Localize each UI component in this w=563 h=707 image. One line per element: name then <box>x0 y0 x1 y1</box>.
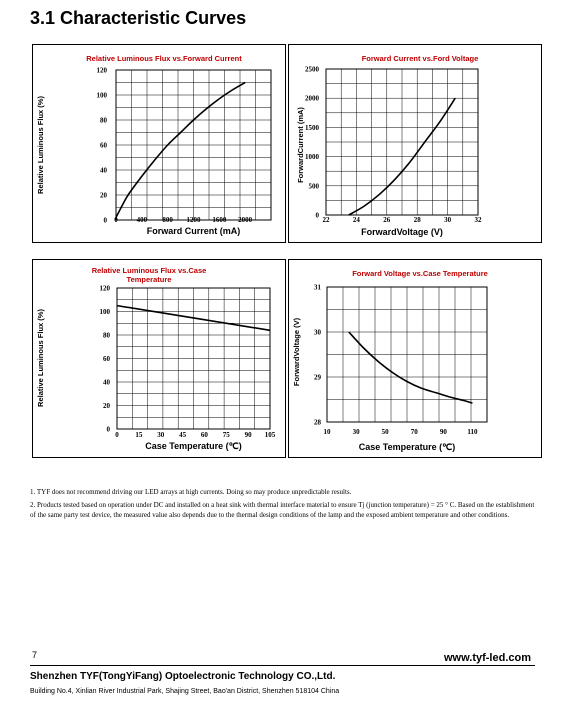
x-tick-label: 90 <box>244 431 252 439</box>
x-tick-label: 75 <box>222 431 230 439</box>
x-tick-label: 10 <box>323 428 331 436</box>
x-tick-label: 30 <box>352 428 360 436</box>
y-tick-label: 31 <box>314 283 321 292</box>
x-tick-label: 400 <box>136 216 148 224</box>
chart-grid <box>116 70 271 220</box>
x-axis-label: Forward Current (mA) <box>146 226 241 236</box>
y-tick-label: 120 <box>96 66 107 75</box>
y-tick-label: 2500 <box>305 65 319 74</box>
y-tick-label: 100 <box>96 91 107 100</box>
y-tick-label: 28 <box>314 418 321 427</box>
y-tick-label: 500 <box>308 182 319 191</box>
y-tick-label: 120 <box>99 284 110 293</box>
section-title: 3.1 Characteristic Curves <box>30 8 247 28</box>
x-tick-label: 32 <box>474 216 482 224</box>
chart-panel-voltage-vs-temperature <box>288 259 542 458</box>
series-line <box>116 83 245 218</box>
chart-voltage-vs-temperature <box>289 260 541 457</box>
chart-panel-flux-vs-current <box>32 44 286 243</box>
x-tick-label: 0 <box>114 216 118 224</box>
y-tick-label: 60 <box>103 355 110 363</box>
y-axis-label: Relative Luminous Flux (%) <box>36 309 45 407</box>
chart-flux-vs-current <box>33 45 285 242</box>
chart-panel-flux-vs-temperature <box>32 259 286 458</box>
x-tick-label: 30 <box>444 216 452 224</box>
y-tick-label: 30 <box>314 328 321 337</box>
x-tick-label: 50 <box>381 428 389 436</box>
page-number: 7 <box>32 650 38 660</box>
chart-grid <box>327 287 487 422</box>
y-tick-label: 60 <box>100 141 107 150</box>
chart-flux-vs-temperature <box>33 260 285 457</box>
y-tick-label: 80 <box>100 116 107 125</box>
chart-title: Forward Voltage vs.Case Temperature <box>352 269 488 278</box>
chart-grid <box>326 69 478 215</box>
x-tick-label: 0 <box>115 431 119 439</box>
x-tick-label: 105 <box>264 431 276 439</box>
y-tick-label: 100 <box>99 308 110 316</box>
y-tick-label: 40 <box>103 378 110 387</box>
y-tick-label: 29 <box>314 373 321 382</box>
chart-title: Relative Luminous Flux vs.Case <box>91 266 207 275</box>
y-tick-label: 0 <box>315 211 319 220</box>
y-axis-label: ForwardCurrent (mA) <box>296 107 305 183</box>
y-tick-label: 1000 <box>305 153 319 162</box>
y-axis-label: ForwardVoltage (V) <box>292 317 301 387</box>
y-tick-label: 20 <box>100 191 107 200</box>
y-tick-label: 40 <box>100 166 107 175</box>
footnote-2: 2. Products tested based on operation under DC and installed on a heat sink with thermal interface material to ensure Tj (junction temperature) = 25 ° C. Based on the establishment of the same party test device, the measured value also depends due to the thermal design conditions of the lamp and the exposed ambient temperature and other conditions. <box>30 501 535 519</box>
footer-divider <box>30 665 535 666</box>
x-tick-label: 110 <box>467 428 478 436</box>
x-tick-label: 1200 <box>186 216 201 224</box>
series-line <box>349 332 473 403</box>
chart-panel-current-vs-voltage <box>288 44 542 243</box>
x-tick-label: 30 <box>157 431 165 439</box>
footnotes <box>30 487 535 523</box>
x-tick-label: 60 <box>200 431 208 439</box>
y-tick-label: 0 <box>106 425 110 434</box>
y-axis-label: Relative Luminous Flux (%) <box>36 96 45 194</box>
x-axis-label: ForwardVoltage (V) <box>361 227 443 237</box>
chart-title: Relative Luminous Flux vs.Forward Current <box>86 54 242 63</box>
x-tick-label: 90 <box>439 428 447 436</box>
x-tick-label: 15 <box>135 431 143 439</box>
x-tick-label: 800 <box>162 216 173 224</box>
x-tick-label: 2000 <box>238 216 253 224</box>
chart-title: Forward Current vs.Ford Voltage <box>361 54 479 63</box>
x-tick-label: 26 <box>383 216 391 224</box>
x-tick-label: 28 <box>413 216 421 224</box>
y-tick-label: 20 <box>103 402 110 410</box>
chart-current-vs-voltage <box>289 45 541 242</box>
y-tick-label: 2000 <box>305 94 319 103</box>
x-tick-label: 1600 <box>212 216 227 224</box>
y-tick-label: 80 <box>103 331 110 340</box>
x-tick-label: 45 <box>179 431 187 439</box>
company-name: Shenzhen TYF(TongYiFang) Optoelectronic Technology CO.,Ltd. <box>30 671 336 682</box>
x-axis-label: Case Temperature (℃) <box>145 441 242 451</box>
y-tick-label: 1500 <box>305 123 319 132</box>
x-axis-label: Case Temperature (℃) <box>358 442 456 452</box>
x-tick-label: 22 <box>322 216 330 224</box>
y-tick-label: 0 <box>103 216 107 225</box>
x-tick-label: 24 <box>352 216 360 224</box>
x-tick-label: 70 <box>410 428 418 436</box>
chart-title-line-2: Temperature <box>126 275 172 284</box>
website-link[interactable]: www.tyf-led.com <box>444 652 531 664</box>
footnote-1: 1. TYF does not recommend driving our LED arrays at high currents. Doing so may produce unpredictable results. <box>30 488 352 496</box>
company-address: Building No.4, Xinlian River Industrial Park, Shajing Street, Bao'an District, Shenzhen 518104 China <box>30 688 340 695</box>
